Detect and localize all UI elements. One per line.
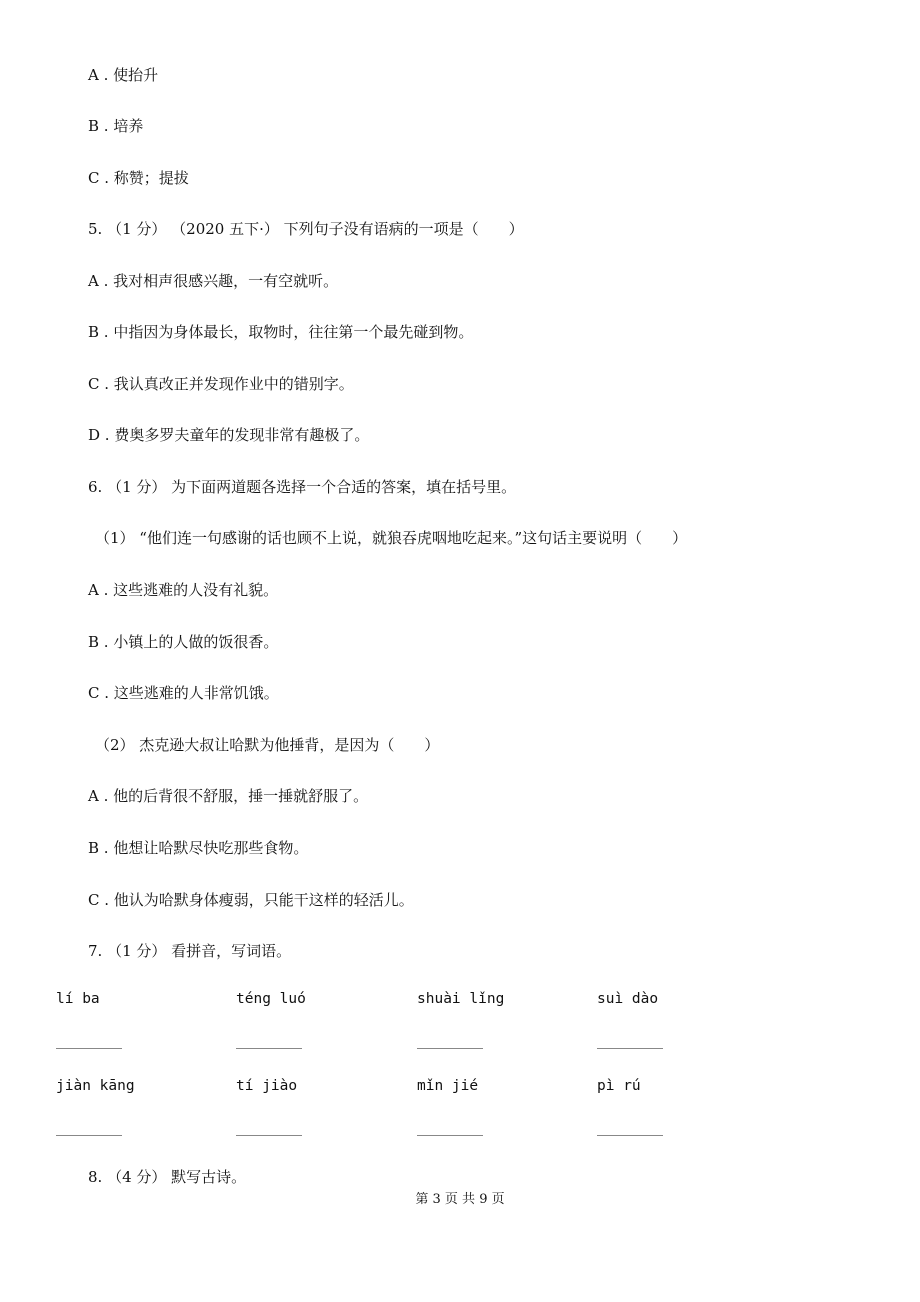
pinyin-item: suì dào [597,991,659,1007]
answer-blank[interactable] [417,1135,483,1136]
answer-blank[interactable] [597,1048,663,1049]
pinyin-item: pì rú [597,1078,641,1094]
q6-1-option-b: B . 小镇上的人做的饭很香。 [88,633,279,651]
q6-2-option-b: B . 他想让哈默尽快吃那些食物。 [88,839,309,857]
q4-option-c: C . 称赞；提拔 [88,169,189,187]
question-7: 7. （1 分） 看拼音，写词语。 [88,942,292,960]
q6-2-option-c: C . 他认为哈默身体瘦弱，只能干这样的轻活儿。 [88,891,414,909]
q4-option-a: A . 使抬升 [88,66,159,84]
pinyin-item: jiàn kāng [56,1078,135,1094]
q6-1-option-a: A . 这些逃难的人没有礼貌。 [88,581,279,599]
pinyin-item: mǐn jié [417,1078,479,1094]
q5-option-a: A . 我对相声很感兴趣，一有空就听。 [88,272,339,290]
pinyin-item: lí ba [56,991,100,1007]
q5-option-d: D . 费奥多罗夫童年的发现非常有趣极了。 [88,426,370,444]
answer-blank[interactable] [236,1135,302,1136]
question-6-sub-1: （1） “他们连一句感谢的话也顾不上说，就狼吞虎咽地吃起来。”这句话主要说明（ ） [95,529,688,547]
answer-blank[interactable] [56,1048,122,1049]
pinyin-item: téng luó [236,991,306,1007]
q4-option-b: B . 培养 [88,117,144,135]
q5-option-b: B . 中指因为身体最长，取物时，往往第一个最先碰到物。 [88,323,474,341]
pinyin-item: shuài lǐng [417,991,505,1007]
question-6-sub-2: （2） 杰克逊大叔让哈默为他捶背，是因为（ ） [95,736,440,754]
q6-2-option-a: A . 他的后背很不舒服，捶一捶就舒服了。 [88,787,369,805]
answer-blank[interactable] [236,1048,302,1049]
question-6: 6. （1 分） 为下面两道题各选择一个合适的答案，填在括号里。 [88,478,517,496]
q6-1-option-c: C . 这些逃难的人非常饥饿。 [88,684,279,702]
pinyin-item: tí jiào [236,1078,298,1094]
answer-blank[interactable] [56,1135,122,1136]
answer-blank[interactable] [417,1048,483,1049]
q5-option-c: C . 我认真改正并发现作业中的错别字。 [88,375,354,393]
question-5: 5. （1 分） （2020 五下·） 下列句子没有语病的一项是（ ） [88,220,524,238]
page-footer: 第 3 页 共 9 页 [415,1192,505,1207]
answer-blank[interactable] [597,1135,663,1136]
question-8: 8. （4 分） 默写古诗。 [88,1168,247,1186]
